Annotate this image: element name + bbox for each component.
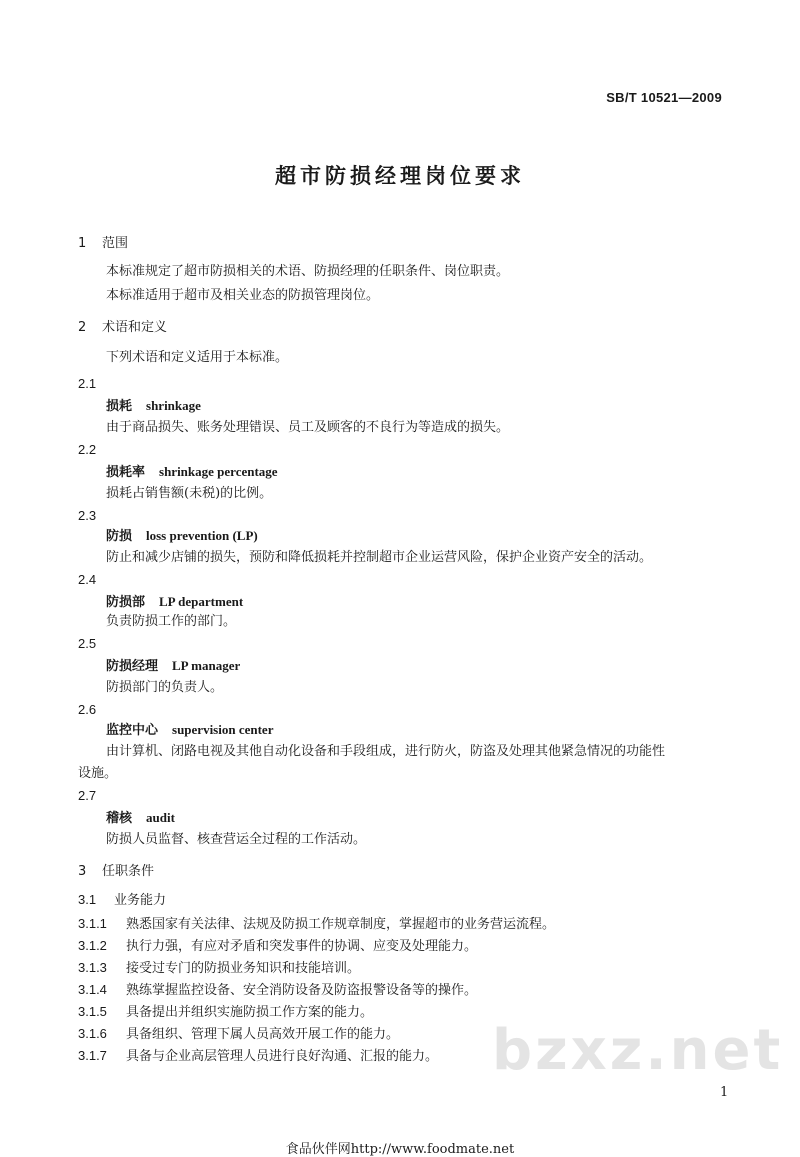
requirement-item [78, 958, 360, 979]
term-zh: 监控中心 [106, 723, 159, 738]
term-en: supervision center [172, 722, 274, 737]
term-heading [106, 720, 273, 741]
term-heading [106, 462, 278, 483]
term-number: 2.3 [78, 508, 97, 523]
page-title: 超市防损经理岗位要求 [275, 164, 525, 188]
term-heading [106, 396, 201, 417]
requirement-item [78, 936, 477, 957]
section-title: 范围 [102, 236, 129, 251]
requirement-text: 接受过专门的防损业务知识和技能培训。 [126, 961, 361, 976]
requirement-text: 熟悉国家有关法律、法规及防损工作规章制度，掌握超市的业务营运流程。 [126, 917, 556, 932]
requirement-item [78, 1024, 399, 1045]
requirement-number: 3.1.7 [78, 1048, 107, 1063]
term-number: 2.4 [78, 572, 97, 587]
term-zh: 损耗 [106, 399, 133, 414]
section-number: 2 [78, 320, 87, 335]
requirement-number: 3.1.3 [78, 960, 107, 975]
section-title: 术语和定义 [102, 320, 168, 335]
term-en: loss prevention (LP) [146, 528, 258, 543]
requirement-text: 熟练掌握监控设备、安全消防设备及防盗报警设备等的操作。 [126, 983, 478, 998]
footer-source: 食品伙伴网http://www.foodmate.net [285, 1142, 515, 1157]
term-definition: 由于商品损失、账务处理错误、员工及顾客的不良行为等造成的损失。 [106, 420, 510, 435]
requirement-number: 3.1.4 [78, 982, 107, 997]
term-definition: 由计算机、闭路电视及其他自动化设备和手段组成，进行防火，防盗及处理其他紧急情况的功能性 [106, 744, 666, 759]
standard-code: SB/T 10521—2009 [606, 90, 722, 105]
term-heading [106, 592, 243, 613]
subsection-number: 3.1 [78, 892, 97, 907]
term-en: shrinkage [146, 398, 201, 413]
term-number: 2.2 [78, 442, 97, 457]
section-2-heading [78, 318, 167, 338]
section-number: 1 [78, 236, 87, 251]
section-3-heading [78, 862, 154, 882]
requirement-item [78, 1046, 438, 1067]
term-number: 2.5 [78, 636, 97, 651]
term-en: shrinkage percentage [159, 464, 278, 479]
section-title: 任职条件 [102, 864, 155, 879]
requirement-number: 3.1.1 [78, 916, 107, 931]
term-en: LP manager [172, 658, 241, 673]
section-number: 3 [78, 864, 87, 879]
term-definition: 防止和减少店铺的损失，预防和降低损耗并控制超市企业运营风险，保护企业资产安全的活动。 [106, 550, 653, 565]
term-en: audit [146, 810, 175, 825]
term-number: 2.1 [78, 376, 97, 391]
requirement-number: 3.1.5 [78, 1004, 107, 1019]
subsection-title: 业务能力 [114, 893, 167, 908]
requirement-text: 具备与企业高层管理人员进行良好沟通、汇报的能力。 [126, 1049, 439, 1064]
page-number: 1 [720, 1085, 729, 1100]
term-definition-continued: 设施。 [78, 766, 118, 781]
requirement-text: 具备组织、管理下属人员高效开展工作的能力。 [126, 1027, 400, 1042]
requirement-item [78, 980, 477, 1001]
term-zh: 防损 [106, 529, 133, 544]
section-1-heading [78, 234, 128, 254]
term-zh: 稽核 [106, 811, 133, 826]
term-heading [106, 656, 240, 677]
requirement-text: 执行力强，有应对矛盾和突发事件的协调、应变及处理能力。 [126, 939, 478, 954]
term-definition: 损耗占销售额(未税)的比例。 [106, 486, 273, 501]
term-zh: 损耗率 [106, 465, 146, 480]
term-definition: 防损人员监督、核查营运全过程的工作活动。 [106, 832, 367, 847]
term-zh: 防损经理 [106, 659, 159, 674]
requirement-text: 具备提出并组织实施防损工作方案的能力。 [126, 1005, 374, 1020]
term-definition: 负责防损工作的部门。 [106, 614, 237, 629]
term-heading [106, 808, 175, 829]
paragraph: 本标准规定了超市防损相关的术语、防损经理的任职条件、岗位职责。 [106, 264, 510, 279]
paragraph: 本标准适用于超市及相关业态的防损管理岗位。 [106, 288, 380, 303]
term-number: 2.6 [78, 702, 97, 717]
requirement-item [78, 914, 555, 935]
term-number: 2.7 [78, 788, 97, 803]
watermark: bzxz.net [492, 1018, 784, 1083]
term-en: LP department [159, 594, 244, 609]
requirement-item [78, 1002, 373, 1023]
term-zh: 防损部 [106, 595, 146, 610]
paragraph: 下列术语和定义适用于本标准。 [106, 350, 289, 365]
subsection-3-1-heading [78, 890, 166, 911]
term-definition: 防损部门的负责人。 [106, 680, 224, 695]
requirement-number: 3.1.6 [78, 1026, 107, 1041]
term-heading [106, 526, 258, 547]
requirement-number: 3.1.2 [78, 938, 107, 953]
